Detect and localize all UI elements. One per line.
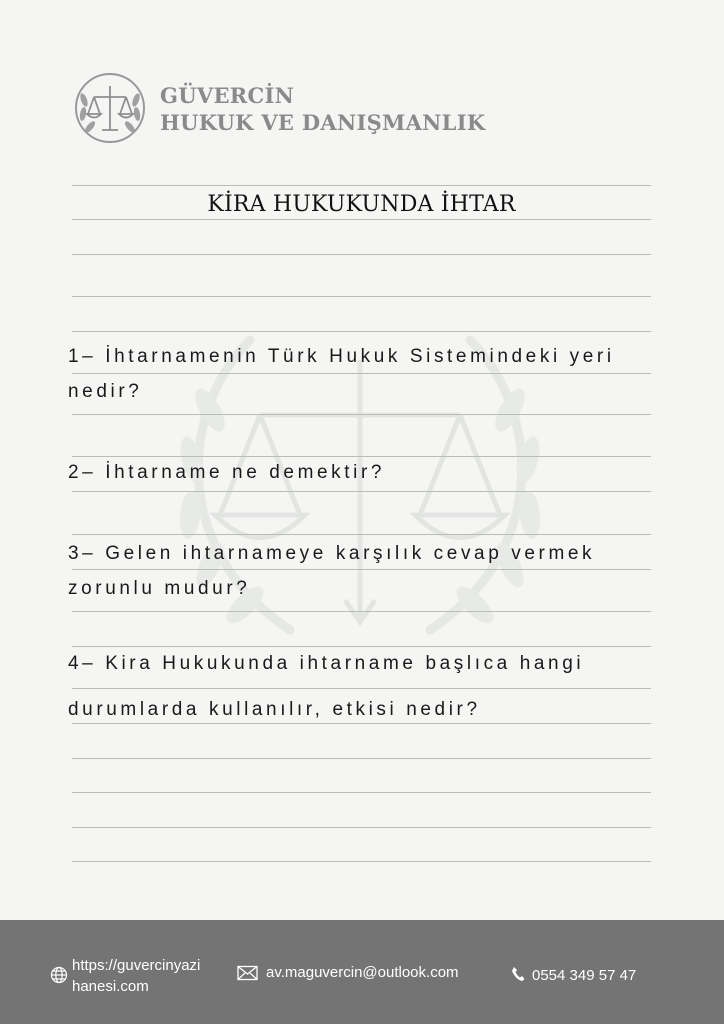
ruled-line	[72, 758, 651, 759]
ruled-line	[72, 827, 651, 828]
question-3-line-1: 3– Gelen ihtarnameye karşılık cevap vermek	[68, 543, 596, 564]
ruled-line	[72, 861, 651, 862]
ruled-line	[72, 296, 651, 297]
phone-link[interactable]: 0554 349 57 47	[532, 967, 637, 984]
website-line-2: hanesi.com	[72, 978, 149, 995]
ruled-line	[72, 688, 651, 689]
email-link[interactable]: av.maguvercin@outlook.com	[266, 964, 459, 981]
brand-name-line2: HUKUK VE DANIŞMANLIK	[160, 110, 486, 135]
brand-name	[160, 82, 485, 136]
ruled-line	[72, 331, 651, 332]
mail-icon	[237, 965, 258, 981]
question-4-line-1: 4– Kira Hukukunda ihtarname başlıca hangi	[68, 653, 585, 674]
ruled-line	[72, 414, 651, 415]
brand-name-line1: GÜVERCİN	[160, 83, 295, 108]
ruled-line	[72, 185, 651, 186]
ruled-line	[72, 611, 651, 612]
question-1-line-1: 1– İhtarnamenin Türk Hukuk Sistemindeki yeri	[68, 346, 615, 367]
ruled-line	[72, 219, 651, 220]
ruled-line	[72, 373, 651, 374]
ruled-line	[72, 569, 651, 570]
ruled-line	[72, 491, 651, 492]
ruled-line	[72, 723, 651, 724]
website-link[interactable]	[72, 955, 200, 997]
question-2-line-1: 2– İhtarname ne demektir?	[68, 462, 386, 483]
phone-icon	[511, 966, 525, 982]
ruled-line	[72, 534, 651, 535]
ruled-line	[72, 254, 651, 255]
contact-footer	[0, 920, 724, 1024]
document-title: KİRA HUKUKUNDA İHTAR	[207, 192, 516, 217]
question-1-line-2: nedir?	[68, 381, 143, 402]
question-4-line-2: durumlarda kullanılır, etkisi nedir?	[68, 699, 481, 720]
globe-icon	[50, 966, 68, 984]
ruled-line	[72, 792, 651, 793]
question-3-line-2: zorunlu mudur?	[68, 578, 251, 599]
website-line-1: https://guvercinyazi	[72, 957, 201, 974]
ruled-line	[72, 646, 651, 647]
ruled-line	[72, 456, 651, 457]
brand-logo-icon	[70, 70, 150, 146]
